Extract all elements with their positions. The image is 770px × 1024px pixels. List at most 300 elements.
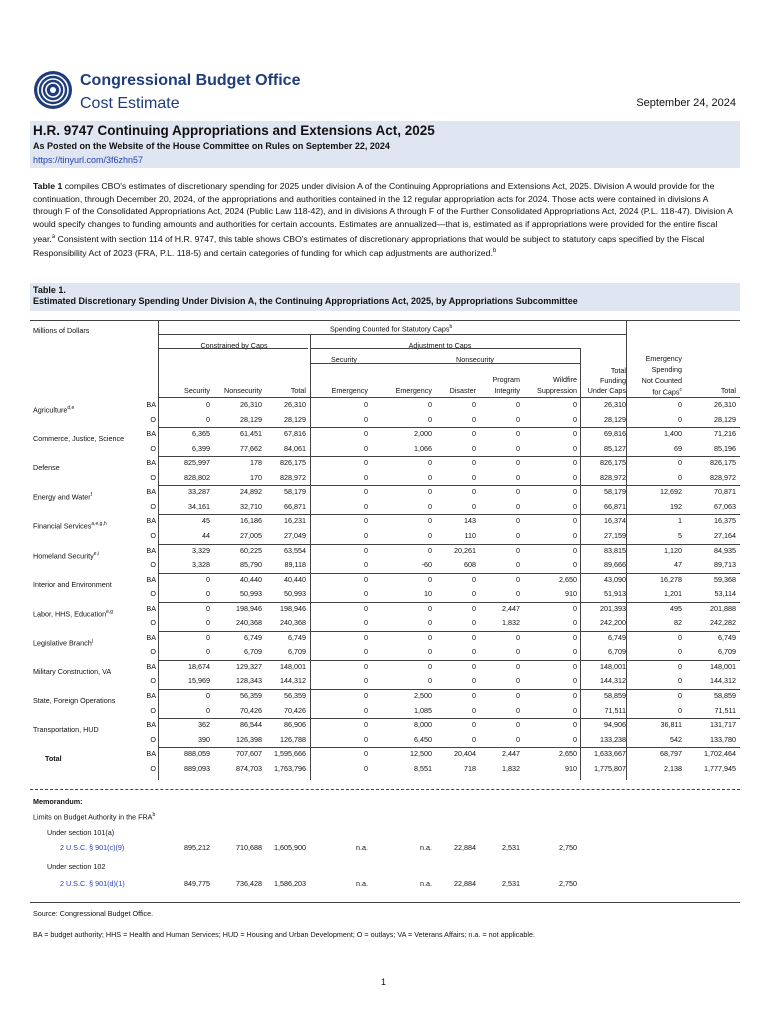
- estimate-date: September 24, 2024: [636, 97, 736, 109]
- value-cell: 0: [573, 618, 577, 628]
- value-cell: 0: [678, 676, 682, 686]
- memo-cite-101a[interactable]: 2 U.S.C. § 901(c)(9): [60, 843, 125, 852]
- intro-text-1: compiles CBO's estimates of discretionary spending for 2025 under division A of the Continuing Appropriations and Extensions Act, 2025. Division A would provide for the continuation, through December 20, 2024, of the appropriations and authorities contained in the 12 regular appropriation acts for 2024. Those acts were contained in divisions A through F of the Consolidated Appropriations Act, 2024 (Public Law 118-42), and in divisions A through F of the Further Consolidated Appropriations Act, 2024 (P.L. 118-47). Division A would specify changes to funding amounts and authorities for certain accounts. Estimates are annualized—that is, estimated as if appropriations were provided for the entire fiscal year.: [33, 181, 733, 244]
- abbreviations-note: BA = budget authority; HHS = Health and Human Services; HUD = Housing and Urban Development; O = outlays; VA = Veterans Affairs; n.a. = not applicable.: [33, 930, 535, 939]
- value-cell: 16,186: [240, 516, 262, 526]
- header-not-counted: for Caps$^c$: [652, 387, 682, 397]
- row-type: BA: [146, 574, 156, 584]
- page-number: 1: [381, 977, 387, 987]
- value-cell: 826,175: [600, 458, 626, 468]
- rule-line: [158, 660, 740, 661]
- value-cell: 66,871: [604, 501, 626, 511]
- value-cell: 0: [364, 516, 368, 526]
- header-not-counted: Emergency: [645, 354, 682, 363]
- posted-note: As Posted on the Website of the House Committee on Rules on September 22, 2024: [33, 141, 390, 151]
- total-value-cell: 1,702,464: [704, 749, 736, 759]
- value-cell: 0: [573, 414, 577, 424]
- subcommittee-label: Homeland Security$^{e,i}$: [33, 550, 100, 560]
- memo-title: Memorandum:: [33, 797, 83, 806]
- value-cell: 0: [516, 589, 520, 599]
- value-cell: 0: [573, 400, 577, 409]
- value-cell: 1: [678, 516, 682, 526]
- intro-paragraph: [33, 180, 739, 260]
- divider: [30, 789, 740, 790]
- value-cell: 0: [573, 647, 577, 657]
- value-cell: 6,450: [414, 734, 432, 744]
- row-type: O: [150, 763, 156, 773]
- value-cell: 0: [428, 414, 432, 424]
- value-cell: 0: [573, 661, 577, 671]
- row-type: BA: [146, 632, 156, 642]
- column-header: Nonsecurity: [224, 386, 262, 395]
- value-cell: 0: [516, 414, 520, 424]
- value-cell: 0: [472, 734, 476, 744]
- total-value-cell: 889,093: [184, 763, 210, 773]
- total-value-cell: 718: [464, 763, 476, 773]
- total-value-cell: 874,703: [236, 763, 262, 773]
- value-cell: 240,368: [280, 618, 306, 628]
- rule-line: [310, 348, 580, 349]
- value-cell: 0: [364, 487, 368, 497]
- row-type: BA: [146, 545, 156, 555]
- value-cell: 0: [573, 705, 577, 715]
- value-cell: 0: [428, 400, 432, 409]
- rule-line: [158, 514, 740, 515]
- value-cell: 0: [516, 443, 520, 453]
- value-cell: 0: [573, 632, 577, 642]
- value-cell: 0: [516, 400, 520, 409]
- value-cell: 27,159: [604, 530, 626, 540]
- value-cell: 0: [516, 676, 520, 686]
- value-cell: 26,310: [240, 400, 262, 409]
- total-value-cell: 0: [364, 763, 368, 773]
- rule-line: [158, 718, 740, 719]
- value-cell: 51,913: [604, 589, 626, 599]
- value-cell: 0: [472, 458, 476, 468]
- value-cell: 71,216: [714, 429, 736, 439]
- value-cell: 0: [428, 574, 432, 584]
- value-cell: 0: [364, 734, 368, 744]
- value-cell: 89,118: [284, 560, 306, 570]
- row-type: O: [150, 589, 156, 599]
- row-type: O: [150, 560, 156, 570]
- value-cell: 0: [573, 603, 577, 613]
- value-cell: 0: [516, 720, 520, 730]
- subcommittee-label: Energy and Water$^f$: [33, 492, 93, 502]
- value-cell: 60,225: [240, 545, 262, 555]
- value-cell: 825,997: [184, 458, 210, 468]
- value-cell: 201,393: [600, 603, 626, 613]
- value-cell: 0: [206, 589, 210, 599]
- rule-line: [158, 689, 740, 690]
- value-cell: 126,398: [236, 734, 262, 744]
- value-cell: 0: [573, 429, 577, 439]
- divider: [30, 902, 740, 903]
- value-cell: 240,368: [236, 618, 262, 628]
- value-cell: 0: [206, 705, 210, 715]
- column-rule: [580, 348, 581, 780]
- value-cell: 0: [472, 720, 476, 730]
- value-cell: 0: [364, 530, 368, 540]
- row-type: O: [150, 530, 156, 540]
- value-cell: 0: [206, 632, 210, 642]
- value-cell: 28,129: [604, 414, 626, 424]
- value-cell: 0: [472, 487, 476, 497]
- value-cell: 0: [472, 705, 476, 715]
- value-cell: 144,312: [710, 676, 736, 686]
- value-cell: 828,972: [280, 472, 306, 482]
- rule-line: [158, 485, 740, 486]
- value-cell: 40,440: [284, 574, 306, 584]
- value-cell: 0: [206, 691, 210, 700]
- value-cell: 0: [472, 589, 476, 599]
- source-link[interactable]: https://tinyurl.com/3f6zhn57: [33, 155, 144, 165]
- memo-value: 1,586,203: [274, 879, 306, 888]
- value-cell: 70,426: [284, 705, 306, 715]
- value-cell: 0: [206, 400, 210, 409]
- value-cell: 27,164: [714, 530, 736, 540]
- value-cell: 18,674: [188, 661, 210, 671]
- value-cell: 6,399: [192, 443, 210, 453]
- value-cell: 0: [364, 574, 368, 584]
- subcommittee-label: Interior and Environment: [33, 579, 112, 589]
- value-cell: 20,261: [454, 545, 476, 555]
- value-cell: 58,859: [714, 691, 736, 700]
- value-cell: 5: [678, 530, 682, 540]
- row-type: O: [150, 647, 156, 657]
- value-cell: 0: [472, 443, 476, 453]
- memo-section-102: Under section 102: [47, 862, 106, 871]
- value-cell: 28,129: [714, 414, 736, 424]
- rule-line: [158, 427, 740, 428]
- value-cell: 0: [573, 487, 577, 497]
- value-cell: 56,359: [240, 691, 262, 700]
- value-cell: 6,749: [244, 632, 262, 642]
- value-cell: 1,120: [664, 545, 682, 555]
- value-cell: 0: [573, 458, 577, 468]
- value-cell: 0: [678, 705, 682, 715]
- column-rule: [310, 334, 311, 780]
- column-rule: [626, 320, 627, 780]
- value-cell: 0: [678, 458, 682, 468]
- value-cell: 0: [364, 501, 368, 511]
- value-cell: 2,447: [502, 603, 520, 613]
- value-cell: 16,375: [714, 516, 736, 526]
- value-cell: 170: [250, 472, 262, 482]
- value-cell: 828,972: [710, 472, 736, 482]
- value-cell: 0: [472, 501, 476, 511]
- value-cell: 71,511: [714, 705, 736, 715]
- value-cell: 56,359: [284, 691, 306, 700]
- footnote-ref: a: [51, 233, 56, 240]
- value-cell: 0: [573, 472, 577, 482]
- value-cell: 0: [678, 400, 682, 409]
- value-cell: 242,282: [710, 618, 736, 628]
- value-cell: 0: [573, 560, 577, 570]
- memo-value: 22,884: [454, 843, 476, 852]
- value-cell: 0: [516, 691, 520, 700]
- row-type: O: [150, 734, 156, 744]
- header-adjust-security: Security: [331, 355, 357, 364]
- total-value-cell: 1,775,807: [594, 763, 626, 773]
- value-cell: 34,161: [188, 501, 210, 511]
- value-cell: 84,935: [714, 545, 736, 555]
- header-total-funding: Funding: [600, 376, 626, 385]
- value-cell: 0: [516, 705, 520, 715]
- value-cell: 0: [364, 414, 368, 424]
- value-cell: 0: [364, 603, 368, 613]
- value-cell: 66,871: [284, 501, 306, 511]
- value-cell: 69: [674, 443, 682, 453]
- value-cell: 45: [202, 516, 210, 526]
- value-cell: 198,946: [236, 603, 262, 613]
- value-cell: 0: [206, 414, 210, 424]
- value-cell: 94,906: [604, 720, 626, 730]
- value-cell: 44: [202, 530, 210, 540]
- value-cell: 2,500: [414, 691, 432, 700]
- value-cell: 0: [364, 661, 368, 671]
- header-adjust-nonsecurity: Nonsecurity: [456, 355, 494, 364]
- value-cell: 0: [428, 472, 432, 482]
- value-cell: 542: [670, 734, 682, 744]
- row-type: O: [150, 443, 156, 453]
- value-cell: 16,231: [284, 516, 306, 526]
- value-cell: 0: [573, 545, 577, 555]
- value-cell: 0: [428, 603, 432, 613]
- rule-line: [158, 573, 740, 574]
- table-caption: Estimated Discretionary Spending Under Division A, the Continuing Appropriations Act, 2025, by Appropriations Subcommittee: [33, 296, 578, 306]
- value-cell: 58,179: [604, 487, 626, 497]
- row-type: O: [150, 705, 156, 715]
- value-cell: 27,005: [240, 530, 262, 540]
- value-cell: 0: [516, 647, 520, 657]
- value-cell: 61,451: [240, 429, 262, 439]
- value-cell: 26,310: [284, 400, 306, 409]
- value-cell: 89,713: [714, 560, 736, 570]
- value-cell: 128,343: [236, 676, 262, 686]
- column-header: Security: [184, 386, 210, 395]
- value-cell: 198,946: [280, 603, 306, 613]
- value-cell: 178: [250, 458, 262, 468]
- total-value-cell: 8,551: [414, 763, 432, 773]
- source-note: Source: Congressional Budget Office.: [33, 909, 154, 918]
- cbo-seal-icon: [33, 70, 73, 110]
- value-cell: 0: [364, 472, 368, 482]
- subcommittee-label: Legislative Branch$^j$: [33, 637, 93, 648]
- value-cell: 144,312: [280, 676, 306, 686]
- value-cell: 26,310: [604, 400, 626, 409]
- value-cell: 33,287: [188, 487, 210, 497]
- value-cell: 608: [464, 560, 476, 570]
- memo-value: n.a.: [356, 879, 368, 888]
- rule-line: [158, 544, 740, 545]
- value-cell: 6,749: [608, 632, 626, 642]
- value-cell: 27,049: [284, 530, 306, 540]
- memo-value: n.a.: [420, 879, 432, 888]
- rule-line: [30, 320, 740, 321]
- value-cell: 0: [573, 720, 577, 730]
- row-type: BA: [146, 691, 156, 700]
- value-cell: 58,859: [604, 691, 626, 700]
- value-cell: 50,993: [240, 589, 262, 599]
- memo-value: 2,750: [559, 879, 577, 888]
- column-header: Program: [492, 375, 520, 384]
- total-value-cell: 20,404: [454, 749, 476, 759]
- value-cell: 0: [678, 691, 682, 700]
- value-cell: 0: [573, 676, 577, 686]
- total-value-cell: 2,138: [664, 763, 682, 773]
- value-cell: 6,749: [288, 632, 306, 642]
- value-cell: 0: [428, 545, 432, 555]
- value-cell: 0: [428, 516, 432, 526]
- value-cell: 6,709: [288, 647, 306, 657]
- value-cell: 1,400: [664, 429, 682, 439]
- value-cell: 6,749: [718, 632, 736, 642]
- subcommittee-label: Commerce, Justice, Science: [33, 434, 125, 444]
- memo-value: 22,884: [454, 879, 476, 888]
- value-cell: 85,790: [240, 560, 262, 570]
- value-cell: 15,969: [188, 676, 210, 686]
- value-cell: 131,717: [710, 720, 736, 730]
- column-rule: [158, 320, 159, 780]
- value-cell: 0: [472, 618, 476, 628]
- value-cell: 0: [364, 676, 368, 686]
- value-cell: 47: [674, 560, 682, 570]
- value-cell: 0: [516, 530, 520, 540]
- value-cell: 1,201: [664, 589, 682, 599]
- header-not-counted: Spending: [651, 365, 682, 374]
- header-total-funding: Total: [610, 366, 626, 375]
- value-cell: 0: [428, 618, 432, 628]
- value-cell: 0: [364, 720, 368, 730]
- row-type: BA: [146, 458, 156, 468]
- column-header: Suppression: [537, 386, 577, 395]
- units-label: Millions of Dollars: [33, 326, 90, 335]
- bill-title: H.R. 9747 Continuing Appropriations and Extensions Act, 2025: [33, 123, 435, 138]
- value-cell: 0: [573, 516, 577, 526]
- row-type: BA: [146, 400, 156, 409]
- rule-line: [158, 334, 626, 335]
- value-cell: 0: [516, 734, 520, 744]
- total-value-cell: 0: [364, 749, 368, 759]
- value-cell: 0: [472, 574, 476, 584]
- subcommittee-label: Defense: [33, 463, 60, 473]
- value-cell: 0: [364, 400, 368, 409]
- table-ref[interactable]: Table 1: [33, 181, 63, 191]
- value-cell: -60: [421, 560, 432, 570]
- header-adjustment: Adjustment to Caps: [408, 341, 472, 350]
- value-cell: 67,816: [284, 429, 306, 439]
- value-cell: 0: [573, 734, 577, 744]
- row-type: BA: [146, 516, 156, 526]
- value-cell: 67,063: [714, 501, 736, 511]
- value-cell: 86,906: [284, 720, 306, 730]
- value-cell: 0: [364, 705, 368, 715]
- subcommittee-label: Agriculture$^{d,e}$: [33, 405, 75, 415]
- row-type: O: [150, 472, 156, 482]
- value-cell: 28,129: [240, 414, 262, 424]
- value-cell: 10: [424, 589, 432, 599]
- value-cell: 0: [516, 516, 520, 526]
- column-header: Wildfire: [553, 375, 577, 384]
- row-type: BA: [146, 603, 156, 613]
- column-header: Disaster: [449, 386, 476, 395]
- value-cell: 133,780: [710, 734, 736, 744]
- value-cell: 0: [678, 647, 682, 657]
- value-cell: 0: [206, 647, 210, 657]
- row-type: BA: [146, 429, 156, 439]
- value-cell: 110: [464, 530, 476, 540]
- value-cell: 826,175: [710, 458, 736, 468]
- row-type: BA: [146, 487, 156, 497]
- rule-line: [310, 363, 580, 364]
- value-cell: 0: [364, 618, 368, 628]
- value-cell: 0: [206, 574, 210, 584]
- value-cell: 242,200: [600, 618, 626, 628]
- value-cell: 1,066: [414, 443, 432, 453]
- header-total-funding: Under Caps: [587, 386, 626, 395]
- total-value-cell: 1,777,945: [704, 763, 736, 773]
- value-cell: 83,815: [604, 545, 626, 555]
- header-not-counted: Not Counted: [641, 376, 682, 385]
- value-cell: 2,000: [414, 429, 432, 439]
- memo-cite-102[interactable]: 2 U.S.C. § 901(d)(1): [60, 879, 125, 888]
- column-header: Emergency: [331, 386, 368, 395]
- rule-line: [158, 602, 740, 603]
- value-cell: 495: [670, 603, 682, 613]
- value-cell: 192: [670, 501, 682, 511]
- total-value-cell: 1,633,667: [594, 749, 626, 759]
- value-cell: 362: [198, 720, 210, 730]
- total-value-cell: 1,763,796: [274, 763, 306, 773]
- total-value-cell: 2,650: [559, 749, 577, 759]
- value-cell: 43,090: [604, 574, 626, 584]
- value-cell: 70,871: [714, 487, 736, 497]
- total-value-cell: 12,500: [410, 749, 432, 759]
- value-cell: 0: [428, 458, 432, 468]
- value-cell: 63,554: [284, 545, 306, 555]
- rule-line: [158, 631, 740, 632]
- value-cell: 0: [678, 472, 682, 482]
- column-header: Total: [720, 386, 736, 395]
- value-cell: 0: [206, 618, 210, 628]
- footnote-ref: b: [492, 248, 497, 255]
- value-cell: 40,440: [240, 574, 262, 584]
- memo-limits: Limits on Budget Authority in the FRA$^b$: [33, 812, 156, 822]
- value-cell: 0: [364, 458, 368, 468]
- value-cell: 6,365: [192, 429, 210, 439]
- column-header: Emergency: [395, 386, 432, 395]
- memo-value: 736,428: [236, 879, 262, 888]
- row-type: O: [150, 618, 156, 628]
- value-cell: 6,709: [718, 647, 736, 657]
- total-value-cell: 707,607: [236, 749, 262, 759]
- value-cell: 0: [364, 560, 368, 570]
- value-cell: 0: [472, 661, 476, 671]
- value-cell: 86,544: [240, 720, 262, 730]
- row-type: BA: [146, 661, 156, 671]
- value-cell: 0: [516, 472, 520, 482]
- memo-value: n.a.: [356, 843, 368, 852]
- value-cell: 201,888: [710, 603, 736, 613]
- value-cell: 0: [472, 647, 476, 657]
- header-spending: Spending Counted for Statutory Caps$^b$: [330, 324, 453, 334]
- value-cell: 53,114: [714, 589, 736, 599]
- value-cell: 84,061: [284, 443, 306, 453]
- value-cell: 143: [464, 516, 476, 526]
- value-cell: 82: [674, 618, 682, 628]
- row-type: O: [150, 501, 156, 511]
